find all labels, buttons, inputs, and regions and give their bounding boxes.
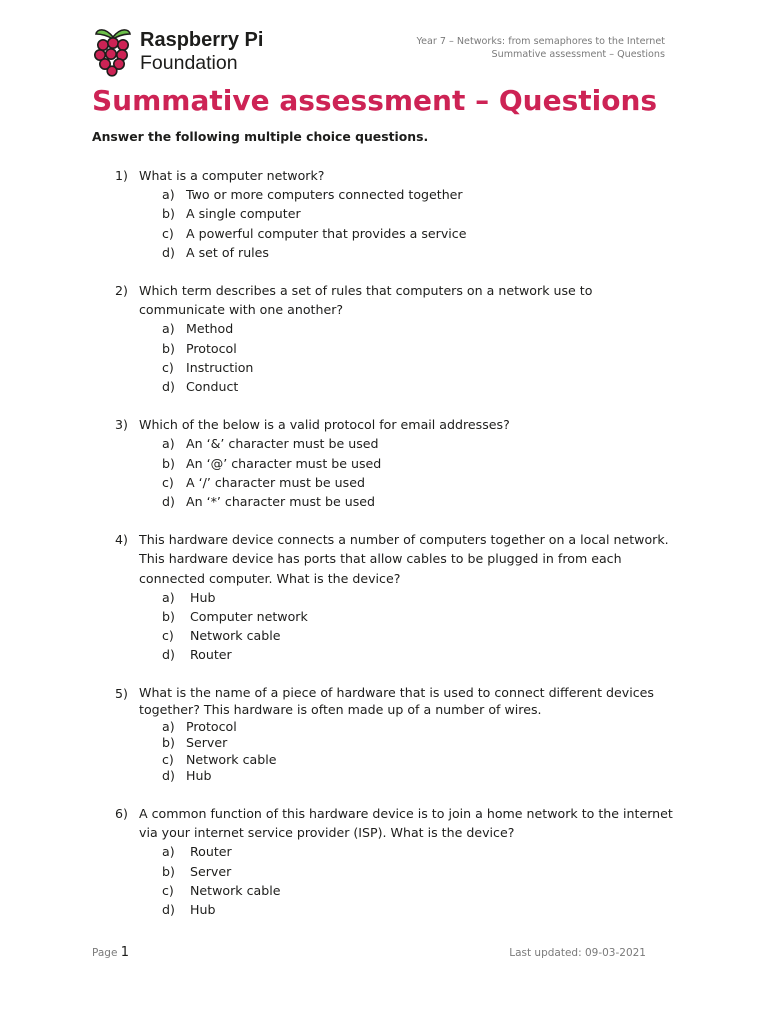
option-list	[115, 719, 675, 785]
option-letter: a)	[162, 718, 175, 734]
option-letter: b)	[162, 863, 175, 879]
option-letter: c)	[162, 225, 174, 241]
option-letter: b)	[162, 609, 175, 625]
option-item	[162, 358, 675, 377]
option-letter: c)	[162, 474, 174, 490]
option-item	[162, 862, 675, 881]
question-number: 5)	[115, 685, 128, 701]
option-text: Protocol	[186, 718, 237, 734]
question-text: What is the name of a piece of hardware that is used to connect different devices together? This hardware is often made up of a number of wires.	[139, 684, 654, 718]
option-text: Network cable	[190, 882, 281, 898]
option-letter: d)	[162, 494, 175, 510]
question-number: 3)	[115, 417, 128, 433]
question-text: This hardware device connects a number of computers together on a local network. This hardware device has ports that allow cables to be plugged in from each connected computer. What is the device?	[139, 532, 669, 586]
brand-line1: Raspberry Pi	[140, 29, 264, 51]
option-letter: d)	[162, 244, 175, 260]
option-list	[115, 842, 675, 919]
option-item	[162, 434, 675, 453]
option-text: Conduct	[186, 379, 239, 395]
option-letter: a)	[162, 844, 175, 860]
option-text: A ‘/’ character must be used	[186, 474, 365, 490]
option-item	[162, 588, 675, 607]
header-meta-doc: Summative assessment – Questions	[491, 49, 665, 60]
question-number: 6)	[115, 806, 128, 822]
question-text: A common function of this hardware device is to join a home network to the internet via your internet service provider (ISP). What is the device?	[139, 806, 673, 841]
option-text: A set of rules	[186, 244, 269, 260]
brand-name	[140, 29, 263, 75]
option-text: Router	[190, 844, 232, 860]
option-item	[162, 339, 675, 358]
option-item	[162, 645, 675, 664]
option-text: Hub	[190, 589, 216, 605]
option-item	[162, 752, 675, 769]
option-item	[162, 454, 675, 473]
option-text: Network cable	[190, 628, 281, 644]
option-item	[162, 224, 675, 243]
option-list	[115, 185, 675, 262]
option-text: Network cable	[186, 751, 277, 767]
question-list	[115, 166, 675, 938]
option-letter: a)	[162, 436, 175, 452]
option-letter: c)	[162, 359, 174, 375]
option-letter: c)	[162, 628, 174, 644]
option-letter: a)	[162, 589, 175, 605]
option-text: An ‘@’ character must be used	[186, 455, 382, 471]
option-letter: a)	[162, 187, 175, 203]
option-item	[162, 626, 675, 645]
question-number: 4)	[115, 532, 128, 548]
option-letter: d)	[162, 647, 175, 663]
option-text: A powerful computer that provides a service	[186, 225, 467, 241]
option-letter: c)	[162, 882, 174, 898]
raspberry-logo-icon	[93, 25, 133, 77]
option-item	[162, 492, 675, 511]
last-updated: Last updated: 09-03-2021	[509, 947, 646, 959]
option-letter: d)	[162, 902, 175, 918]
option-letter: b)	[162, 735, 175, 751]
page-title: Summative assessment – Questions	[92, 84, 658, 117]
question-1	[115, 166, 675, 262]
option-list	[115, 434, 675, 511]
option-text: Instruction	[186, 359, 254, 375]
option-letter: d)	[162, 768, 175, 784]
option-item	[162, 204, 675, 223]
question-4	[115, 530, 675, 664]
brand-line2: Foundation	[140, 52, 238, 74]
option-text: Computer network	[190, 609, 308, 625]
question-2	[115, 281, 675, 396]
question-text: Which of the below is a valid protocol for email addresses?	[139, 417, 510, 433]
option-text: An ‘*’ character must be used	[186, 494, 375, 510]
option-item	[162, 735, 675, 752]
option-item	[162, 243, 675, 262]
instructions: Answer the following multiple choice questions.	[92, 129, 429, 144]
option-item	[162, 607, 675, 626]
option-list	[115, 319, 675, 396]
option-letter: a)	[162, 321, 175, 337]
option-letter: b)	[162, 340, 175, 356]
option-item	[162, 719, 675, 736]
option-item	[162, 319, 675, 338]
page-label: Page	[92, 947, 118, 959]
page-number: 1	[120, 945, 130, 960]
option-item	[162, 768, 675, 785]
header-meta-course: Year 7 – Networks: from semaphores to the Internet	[416, 36, 665, 47]
question-text: What is a computer network?	[139, 168, 325, 183]
option-text: Two or more computers connected together	[186, 187, 463, 203]
brand-logo	[93, 25, 293, 77]
question-5	[115, 684, 675, 785]
question-6	[115, 804, 675, 919]
option-text: Server	[190, 863, 232, 879]
page-indicator	[92, 945, 129, 960]
option-text: Method	[186, 321, 234, 337]
option-text: Hub	[190, 902, 216, 918]
option-text: An ‘&’ character must be used	[186, 436, 379, 452]
header-meta	[417, 35, 666, 61]
option-text: A single computer	[186, 206, 301, 222]
option-letter: b)	[162, 455, 175, 471]
option-letter: c)	[162, 751, 174, 767]
option-item	[162, 473, 675, 492]
option-text: Hub	[186, 768, 212, 784]
option-item	[162, 377, 675, 396]
option-list	[115, 588, 675, 665]
option-item	[162, 842, 675, 861]
question-number: 2)	[115, 283, 128, 299]
option-letter: d)	[162, 379, 175, 395]
option-item	[162, 900, 675, 919]
question-number: 1)	[115, 168, 128, 183]
option-letter: b)	[162, 206, 175, 222]
option-item	[162, 881, 675, 900]
option-text: Protocol	[186, 340, 237, 356]
option-text: Server	[186, 735, 228, 751]
option-text: Router	[190, 647, 232, 663]
option-item	[162, 185, 675, 204]
question-text: Which term describes a set of rules that computers on a network use to communicate with one another?	[139, 283, 593, 318]
question-3	[115, 415, 675, 511]
